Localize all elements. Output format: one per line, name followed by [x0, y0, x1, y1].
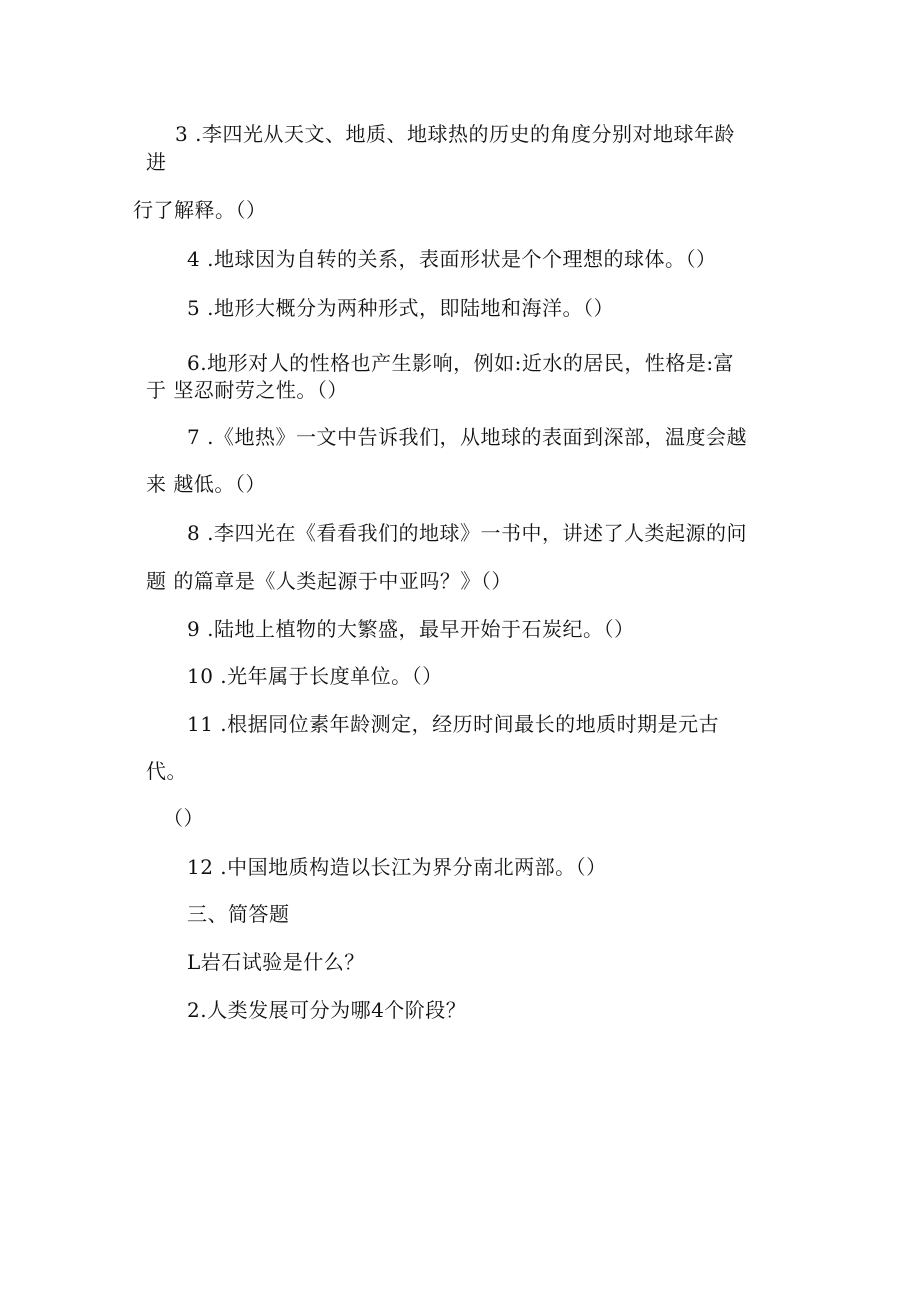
short-answer-2: 2.人类发展可分为哪4个阶段？	[187, 998, 467, 1022]
item-6-line-1: 6.地形对人的性格也产生影响，例如:近水的居民，性格是:富	[187, 351, 735, 375]
item-3-line-1: 3 .李四光从天文、地质、地球热的历史的角度分别对地球年龄	[175, 122, 735, 146]
item-4: 4 .地球因为自转的关系，表面形状是个个理想的球体。（）	[187, 247, 717, 271]
item-3-line-2: 进	[146, 150, 167, 174]
item-7-line-1: 7 .《地热》一文中告诉我们，从地球的表面到深部，温度会越	[187, 425, 747, 449]
item-7-line-2: 来 越低。（）	[146, 472, 266, 496]
item-8-line-1: 8 .李四光在《看看我们的地球》一书中，讲述了人类起源的问	[187, 521, 747, 545]
item-11-line-1: 11 .根据同位素年龄测定，经历时间最长的地质时期是元古	[187, 712, 720, 736]
item-11-line-2: 代。	[146, 759, 187, 783]
short-answer-1: L岩石试验是什么？	[187, 950, 365, 974]
section-heading: 三、简答题	[187, 902, 290, 926]
item-5: 5 .地形大概分为两种形式，即陆地和海洋。（）	[187, 296, 614, 320]
item-6-line-2: 于 坚忍耐劳之性。（）	[146, 378, 348, 402]
item-9: 9 .陆地上植物的大繁盛，最早开始于石炭纪。（）	[187, 617, 635, 641]
item-12: 12 .中国地质构造以长江为界分南北两部。（）	[187, 855, 607, 879]
item-8-line-2: 题 的篇章是《人类起源于中亚吗？》（）	[146, 569, 512, 593]
item-10: 10 .光年属于长度单位。（）	[187, 664, 443, 688]
item-11-line-3: （）	[163, 806, 204, 830]
item-3-line-3: 行了解释。（）	[133, 198, 267, 222]
